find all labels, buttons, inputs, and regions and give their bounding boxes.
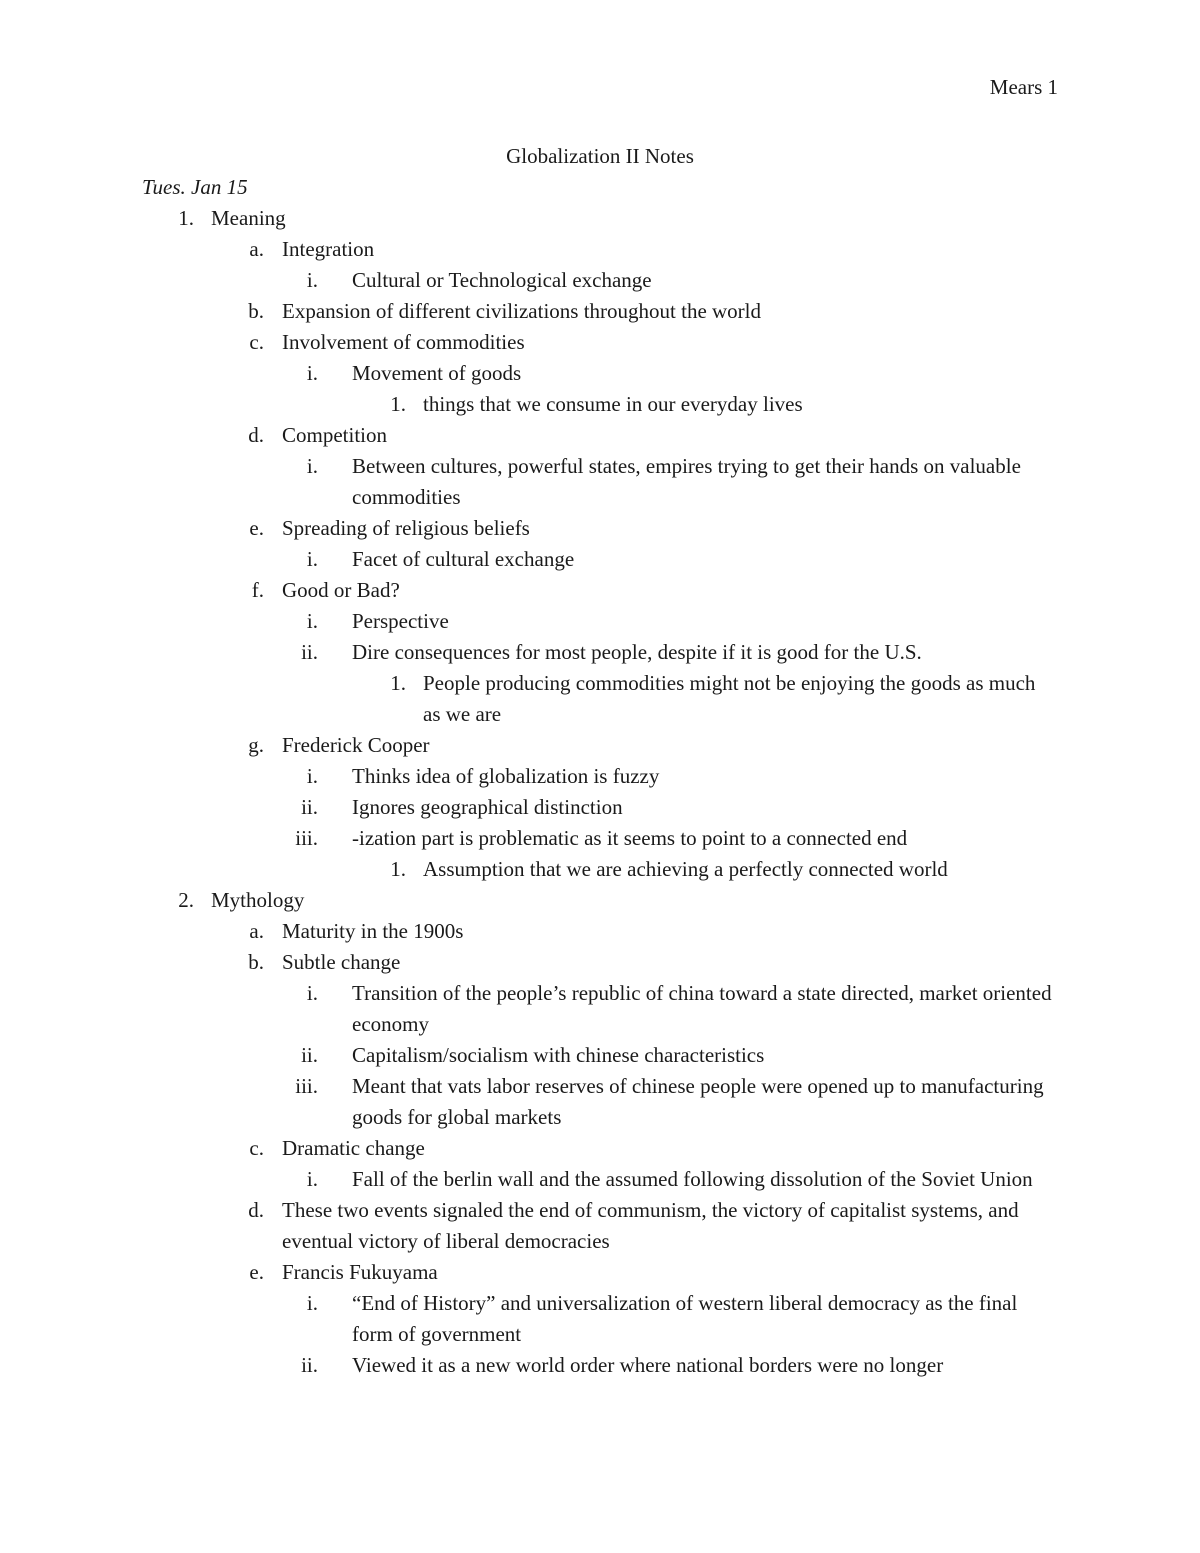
outline-item xyxy=(0,1350,1200,1381)
outline-item xyxy=(0,1040,1200,1071)
outline-text: Meant that vats labor reserves of chinese people were opened up to manufacturing goods for global markets xyxy=(352,1074,1044,1129)
outline-item xyxy=(0,265,1200,296)
outline-marker: e. xyxy=(249,1260,264,1284)
outline-marker: ii. xyxy=(301,640,318,664)
outline-marker: i. xyxy=(306,1167,318,1191)
outline-marker: ii. xyxy=(301,1353,318,1377)
outline-item xyxy=(0,544,1200,575)
outline-text: These two events signaled the end of communism, the victory of capitalist systems, and eventual victory of liberal democracies xyxy=(282,1198,1019,1253)
outline-text: “End of History” and universalization of western liberal democracy as the final form of government xyxy=(352,1291,1018,1346)
outline-text: Thinks idea of globalization is fuzzy xyxy=(352,764,660,788)
outline-marker: ii. xyxy=(301,795,318,819)
outline-marker: d. xyxy=(248,1198,264,1222)
outline-item xyxy=(0,823,1200,854)
page-header: Mears 1 xyxy=(989,75,1058,99)
outline-text: Competition xyxy=(282,423,387,447)
outline-text: Subtle change xyxy=(282,950,401,974)
outline-text: Ignores geographical distinction xyxy=(352,795,623,819)
outline-text: Dire consequences for most people, despite if it is good for the U.S. xyxy=(352,640,922,664)
outline-text: Fall of the berlin wall and the assumed following dissolution of the Soviet Union xyxy=(352,1167,1033,1191)
outline-item xyxy=(0,1164,1200,1195)
outline-marker: g. xyxy=(248,733,264,757)
outline-text: Perspective xyxy=(352,609,449,633)
outline-item xyxy=(0,451,1200,513)
outline-item xyxy=(0,730,1200,761)
outline-marker: iii. xyxy=(295,1074,318,1098)
outline-text: Integration xyxy=(282,237,375,261)
outline-marker: i. xyxy=(306,764,318,788)
outline-marker: a. xyxy=(249,919,264,943)
outline-text: things that we consume in our everyday lives xyxy=(423,392,803,416)
outline-marker: b. xyxy=(248,950,264,974)
outline-marker: i. xyxy=(306,361,318,385)
outline-item xyxy=(0,885,1200,916)
outline-item xyxy=(0,575,1200,606)
outline-text: Involvement of commodities xyxy=(282,330,525,354)
outline-text: Meaning xyxy=(211,206,286,230)
outline-item xyxy=(0,761,1200,792)
outline-item xyxy=(0,1133,1200,1164)
outline-marker: 2. xyxy=(178,888,194,912)
outline-text: Maturity in the 1900s xyxy=(282,919,464,943)
outline-marker: b. xyxy=(248,299,264,323)
outline-marker: 1. xyxy=(390,857,406,881)
outline-item xyxy=(0,234,1200,265)
outline-item xyxy=(0,513,1200,544)
outline-text: Francis Fukuyama xyxy=(282,1260,438,1284)
outline-marker: d. xyxy=(248,423,264,447)
document-title: Globalization II Notes xyxy=(506,144,694,168)
outline-marker: ii. xyxy=(301,1043,318,1067)
outline-item xyxy=(0,1288,1200,1350)
date-heading: Tues. Jan 15 xyxy=(142,175,248,199)
outline-text: People producing commodities might not be enjoying the goods as much as we are xyxy=(423,671,1036,726)
outline-item xyxy=(0,1195,1200,1257)
outline-text: Assumption that we are achieving a perfectly connected world xyxy=(423,857,948,881)
outline-text: Expansion of different civilizations throughout the world xyxy=(282,299,762,323)
outline-text: Transition of the people’s republic of china toward a state directed, market oriented economy xyxy=(352,981,1052,1036)
outline-marker: f. xyxy=(251,578,264,602)
outline-text: Cultural or Technological exchange xyxy=(352,268,652,292)
outline-marker: 1. xyxy=(390,671,406,695)
outline-text: Viewed it as a new world order where national borders were no longer xyxy=(352,1353,944,1377)
outline-text: Mythology xyxy=(211,888,305,912)
outline-marker: e. xyxy=(249,516,264,540)
outline-text: Spreading of religious beliefs xyxy=(282,516,530,540)
outline-marker: i. xyxy=(306,981,318,1005)
outline-text: Movement of goods xyxy=(352,361,522,385)
outline-item xyxy=(0,203,1200,234)
outline-item xyxy=(0,606,1200,637)
outline-marker: a. xyxy=(249,237,264,261)
outline-item xyxy=(0,296,1200,327)
outline-item xyxy=(0,854,1200,885)
outline-marker: i. xyxy=(306,268,318,292)
outline-text: Dramatic change xyxy=(282,1136,425,1160)
outline-text: Facet of cultural exchange xyxy=(352,547,575,571)
outline-marker: 1. xyxy=(390,392,406,416)
outline-item xyxy=(0,916,1200,947)
outline-text: Capitalism/socialism with chinese characteristics xyxy=(352,1043,765,1067)
outline-item xyxy=(0,978,1200,1040)
outline-item xyxy=(0,327,1200,358)
outline-marker: i. xyxy=(306,1291,318,1315)
outline-marker: c. xyxy=(249,1136,264,1160)
outline-item xyxy=(0,420,1200,451)
outline-marker: iii. xyxy=(295,826,318,850)
outline-item xyxy=(0,1071,1200,1133)
outline-marker: 1. xyxy=(178,206,194,230)
outline-text: Frederick Cooper xyxy=(282,733,430,757)
notes-outline xyxy=(0,203,1200,1381)
outline-item xyxy=(0,792,1200,823)
outline-item xyxy=(0,389,1200,420)
outline-text: Good or Bad? xyxy=(282,578,400,602)
outline-marker: i. xyxy=(306,547,318,571)
outline-item xyxy=(0,947,1200,978)
outline-item xyxy=(0,358,1200,389)
outline-item xyxy=(0,1257,1200,1288)
outline-marker: c. xyxy=(249,330,264,354)
outline-marker: i. xyxy=(306,454,318,478)
outline-text: -ization part is problematic as it seems to point to a connected end xyxy=(352,826,908,850)
outline-marker: i. xyxy=(306,609,318,633)
outline-item xyxy=(0,637,1200,668)
outline-item xyxy=(0,668,1200,730)
outline-text: Between cultures, powerful states, empires trying to get their hands on valuable commodities xyxy=(352,454,1021,509)
